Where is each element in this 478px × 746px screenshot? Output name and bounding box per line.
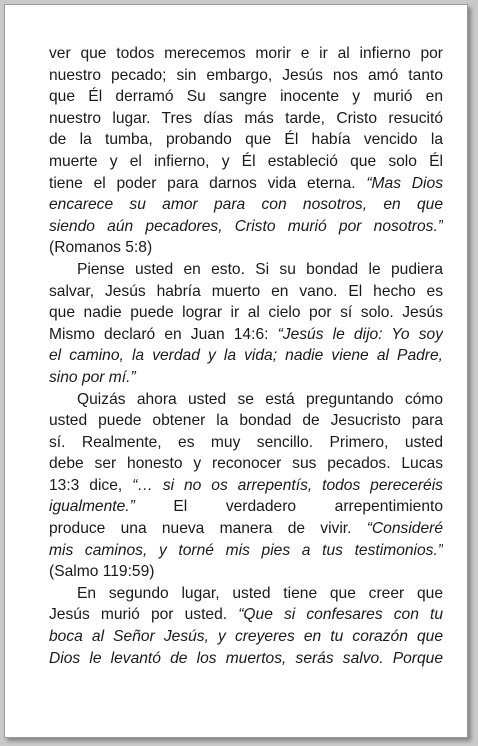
- quote-text: “Consideré: [366, 520, 443, 538]
- text-segment: Piense usted en esto. Si su bondad le pudiera: [77, 260, 443, 278]
- text-line: [49, 259, 443, 281]
- text-segment: que Él derramó Su sangre inocente y murió en: [49, 88, 443, 106]
- text-segment: El verdadero arrepentimiento: [134, 498, 443, 516]
- text-segment: ver que todos merecemos morir e ir al infierno por: [49, 45, 443, 62]
- text-segment: muerte y el infierno, y Él estableció que solo Él: [49, 152, 443, 170]
- text-line: [49, 561, 443, 583]
- quote-text: igualmente.”: [49, 498, 135, 516]
- text-line: [49, 108, 443, 130]
- text-line: [49, 216, 443, 238]
- text-segment: (Salmo 119:59): [49, 563, 155, 581]
- text-line: [49, 540, 443, 562]
- text-line: [49, 389, 443, 411]
- text-line: [49, 151, 443, 173]
- quote-text: “Mas Dios: [366, 174, 443, 192]
- text-line: [49, 129, 443, 151]
- quote-text: “… si no os arrepentís, todos pereceréis: [132, 476, 443, 494]
- quote-text: encarece su amor para con nosotros, en que: [49, 196, 443, 214]
- quote-text: siendo aún pecadores, Cristo murió por nosotros.”: [49, 217, 443, 235]
- text-line: [49, 604, 443, 626]
- text-line: [49, 626, 443, 648]
- quote-text: el camino, la verdad y la vida; nadie viene al Padre,: [49, 347, 443, 365]
- text-segment: tiene el poder para darnos vida eterna.: [49, 174, 367, 192]
- paragraph: [49, 259, 443, 389]
- quote-text: “Que si confesares con tu: [238, 606, 443, 624]
- text-line: [49, 65, 443, 87]
- text-segment: nuestro lugar. Tres días más tarde, Cristo resucitó: [49, 109, 443, 127]
- text-segment: produce una nueva manera de vivir.: [49, 520, 367, 538]
- text-segment: Quizás ahora usted se está preguntando cómo: [77, 390, 443, 408]
- text-line: [49, 648, 443, 670]
- paragraph: [49, 389, 443, 583]
- body-text: [49, 43, 443, 669]
- text-segment: 13:3 dice,: [49, 476, 133, 494]
- text-line: [49, 475, 443, 497]
- text-segment: Mismo declaró en Juan 14:6:: [49, 325, 278, 343]
- text-line: [49, 410, 443, 432]
- quote-text: “Jesús le dijo: Yo soy: [277, 325, 443, 343]
- text-segment: sí. Realmente, es muy sencillo. Primero, usted: [49, 433, 443, 451]
- document-page: [4, 4, 468, 738]
- text-segment: debe ser honesto y reconocer sus pecados. Lucas: [49, 455, 443, 473]
- text-segment: salvar, Jesús habría muerto en vano. El hecho es: [49, 282, 443, 300]
- text-line: [49, 432, 443, 454]
- text-line: [49, 302, 443, 324]
- text-line: [49, 496, 443, 518]
- paragraph: [49, 583, 443, 669]
- text-line: [49, 324, 443, 346]
- text-segment: En segundo lugar, usted tiene que creer que: [77, 584, 443, 602]
- text-segment: Jesús murió por usted.: [49, 606, 239, 624]
- text-segment: nuestro pecado; sin embargo, Jesús nos amó tanto: [49, 66, 443, 84]
- text-line: [49, 86, 443, 108]
- text-line: [49, 583, 443, 605]
- text-line: [49, 345, 443, 367]
- text-segment: usted puede obtener la bondad de Jesucristo para: [49, 412, 443, 430]
- text-line: [49, 194, 443, 216]
- text-line: [49, 173, 443, 195]
- text-segment: de la tumba, probando que Él había vencido la: [49, 131, 443, 149]
- quote-text: Dios le levantó de los muertos, serás salvo. Porque: [49, 649, 443, 667]
- text-line: [49, 453, 443, 475]
- quote-text: mis caminos, y torné mis pies a tus testimonios.”: [49, 541, 443, 559]
- text-line: [49, 237, 443, 259]
- text-line: [49, 518, 443, 540]
- quote-text: sino por mí.”: [49, 368, 136, 386]
- text-segment: que nadie puede lograr ir al cielo por sí solo. Jesús: [49, 304, 443, 322]
- text-line: [49, 281, 443, 303]
- text-line: [49, 367, 443, 389]
- quote-text: boca al Señor Jesús, y creyeres en tu corazón que: [49, 628, 443, 646]
- paragraph: [49, 43, 443, 259]
- text-segment: (Romanos 5:8): [49, 239, 153, 257]
- text-line: [49, 43, 443, 65]
